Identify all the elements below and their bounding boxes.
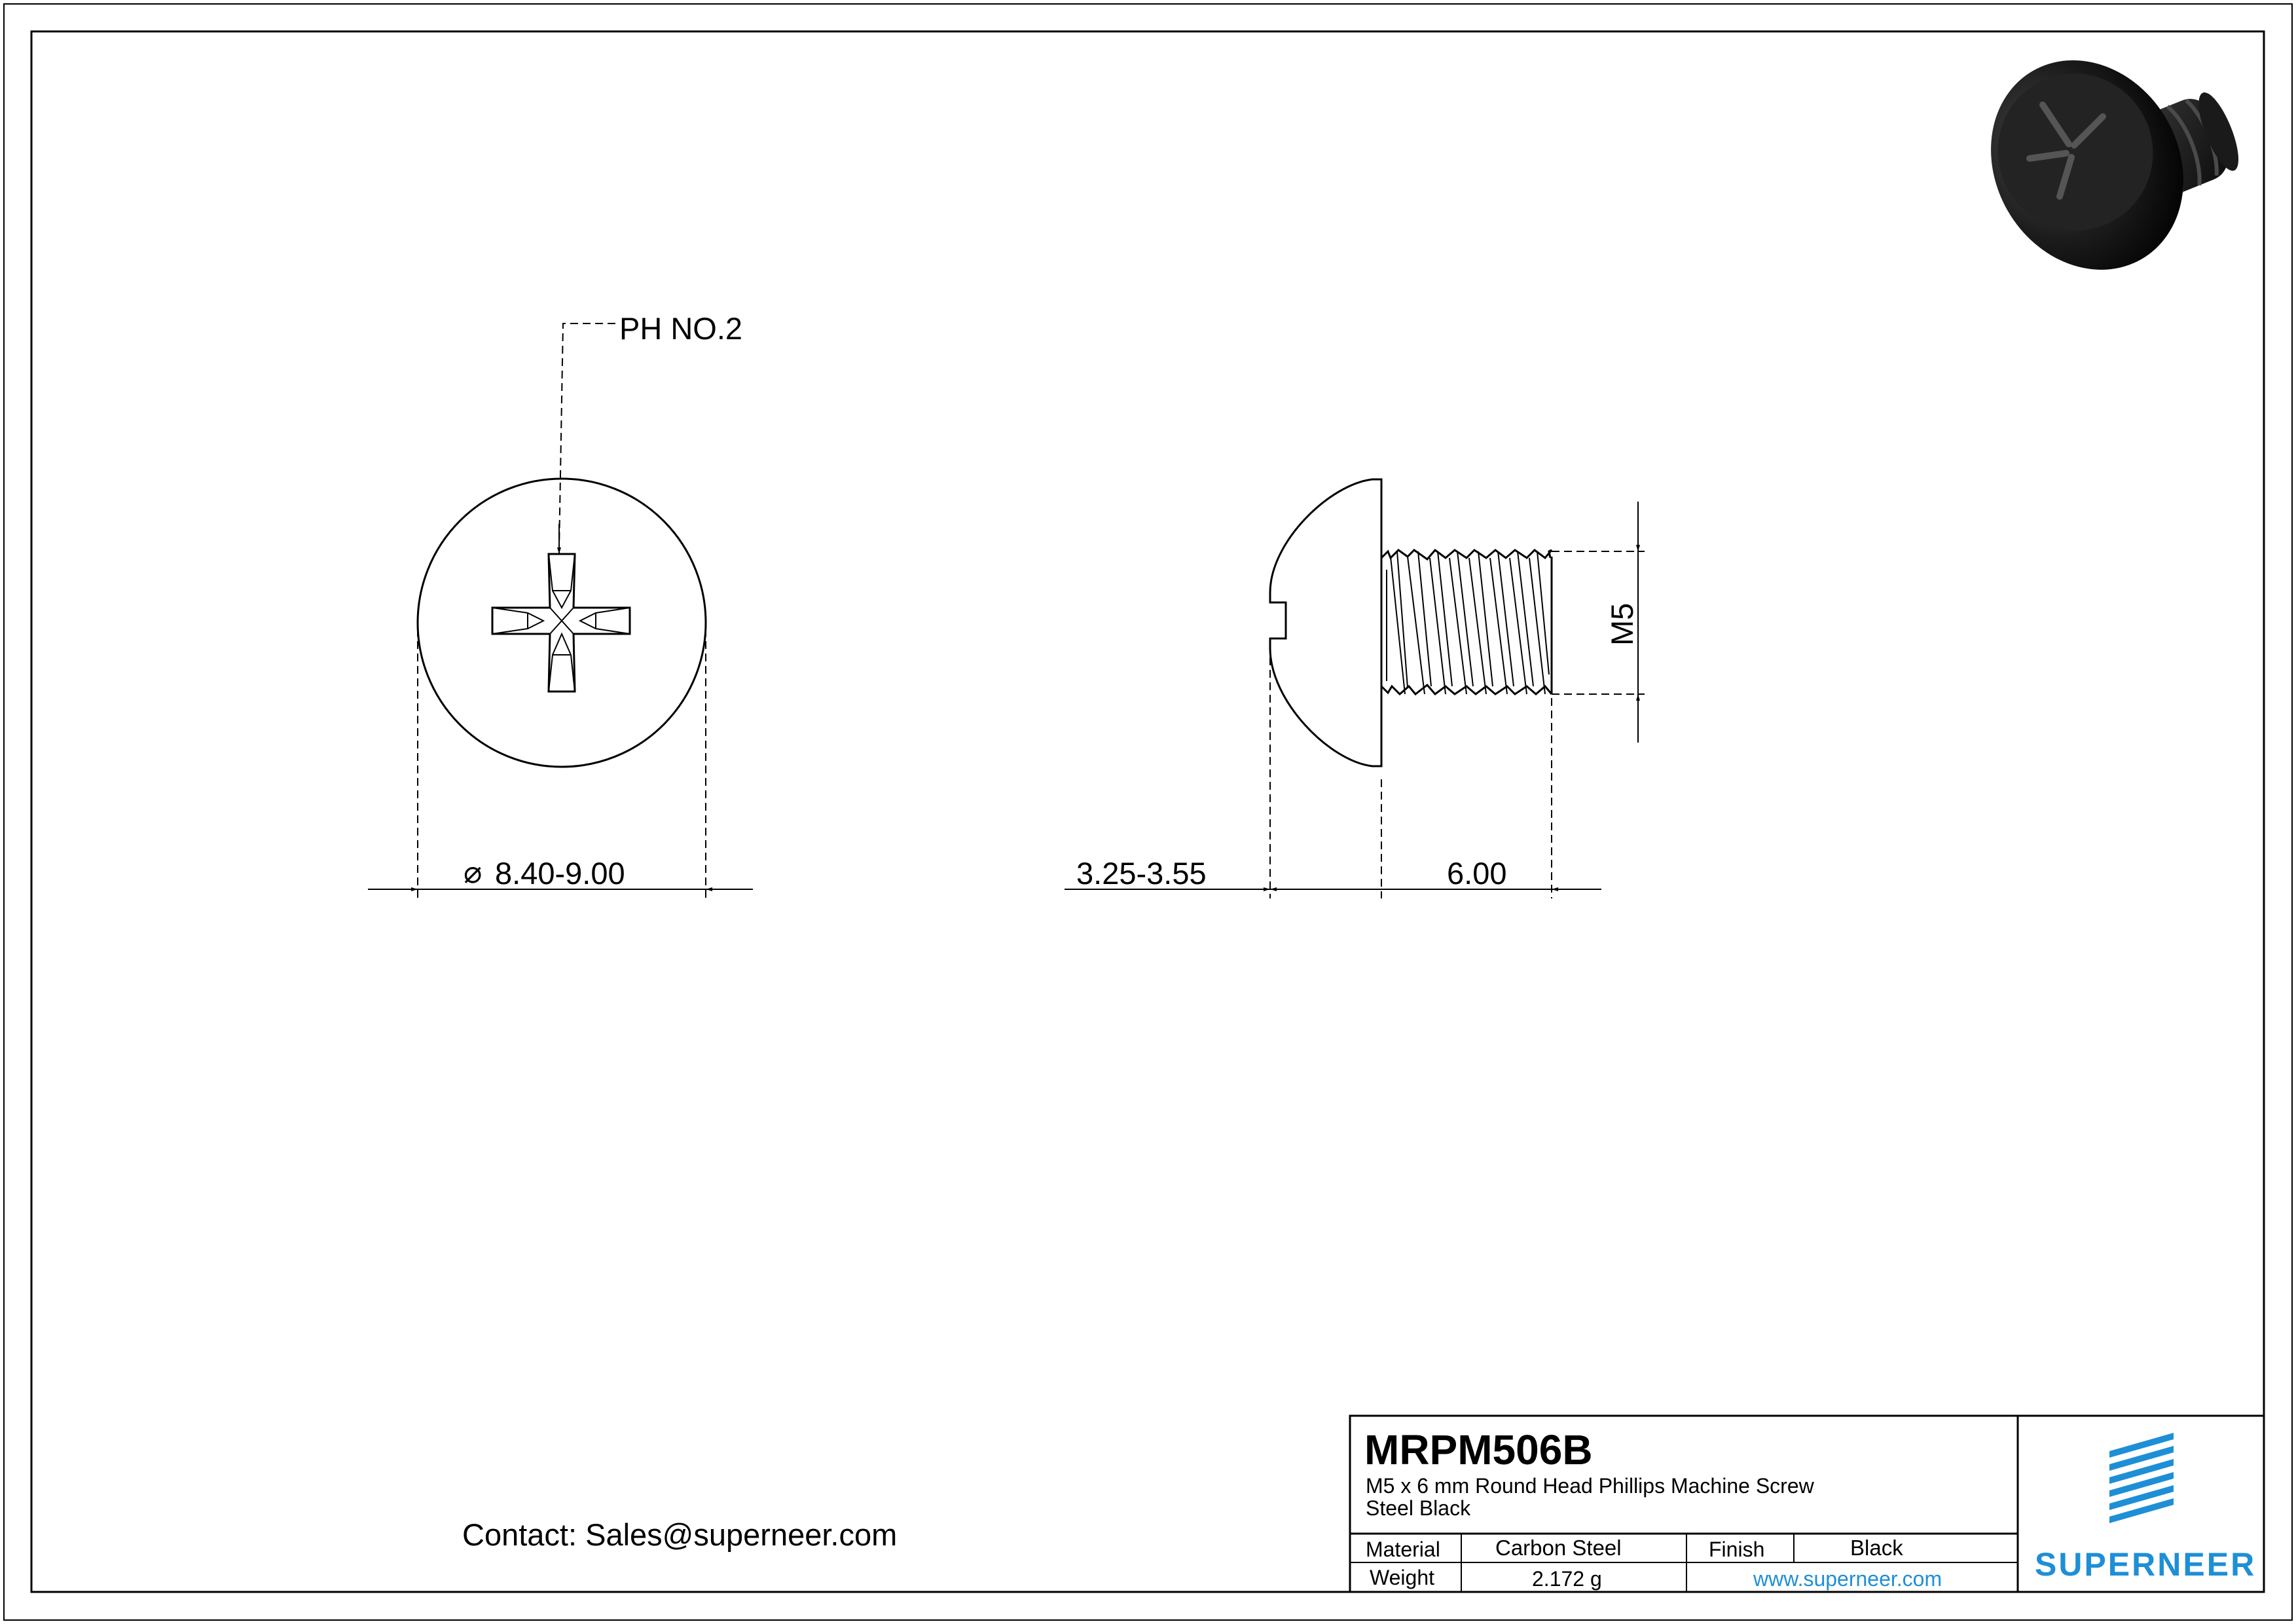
description-line2: Steel Black bbox=[1366, 1496, 1471, 1520]
superneer-stripes-logo bbox=[2109, 1433, 2174, 1523]
inner-border bbox=[31, 31, 2264, 1592]
weight-label: Weight bbox=[1370, 1566, 1435, 1589]
phillips-recess bbox=[492, 554, 630, 692]
finish-value: Black bbox=[1850, 1536, 1903, 1560]
thread-body bbox=[1381, 550, 1552, 694]
material-label: Material bbox=[1366, 1538, 1440, 1561]
head-diameter-dim: 8.40-9.00 bbox=[495, 856, 625, 891]
length-dim: 6.00 bbox=[1447, 856, 1507, 891]
diameter-symbol: ⌀ bbox=[464, 855, 483, 889]
title-block bbox=[1350, 1416, 2264, 1592]
head-height-dim: 3.25-3.55 bbox=[1076, 856, 1207, 891]
outer-border bbox=[4, 4, 2292, 1620]
top-view bbox=[368, 311, 753, 898]
recess-inner-lines bbox=[492, 554, 630, 692]
head-profile bbox=[1270, 479, 1381, 766]
drive-callout: PH NO.2 bbox=[619, 311, 743, 346]
website-link[interactable]: www.superneer.com bbox=[1753, 1567, 1942, 1591]
thread-dim: M5 bbox=[1605, 602, 1639, 646]
description-line1: M5 x 6 mm Round Head Phillips Machine Screw bbox=[1366, 1474, 1814, 1498]
part-number: MRPM506B bbox=[1364, 1426, 1593, 1473]
screw-3d-render bbox=[1954, 25, 2247, 305]
head-outline-top bbox=[418, 479, 706, 767]
drive-leader bbox=[559, 323, 615, 550]
side-view bbox=[1065, 479, 1645, 898]
brand-name: SUPERNEER bbox=[2035, 1546, 2257, 1583]
weight-value: 2.172 g bbox=[1532, 1567, 1602, 1591]
finish-label: Finish bbox=[1709, 1538, 1765, 1561]
contact-text: Contact: Sales@superneer.com bbox=[462, 1517, 898, 1552]
material-value: Carbon Steel bbox=[1495, 1536, 1622, 1560]
